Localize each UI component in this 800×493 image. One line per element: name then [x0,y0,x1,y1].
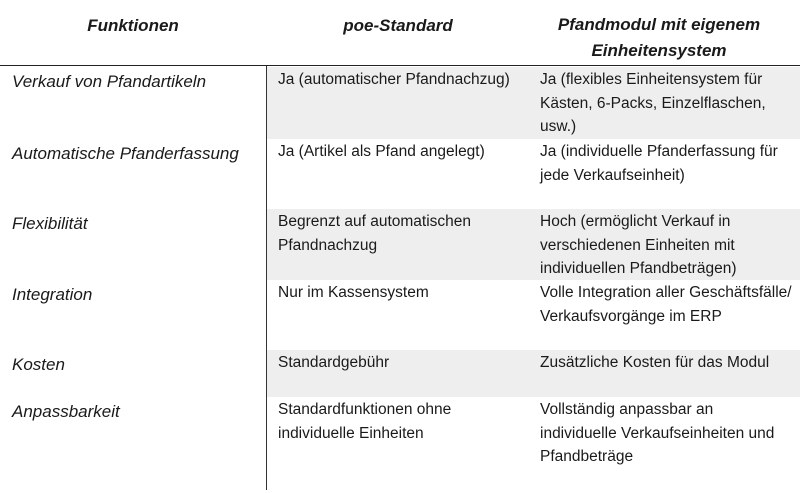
standard-cell: Ja (Artikel als Pfand angelegt) [278,143,485,160]
module-cell: Zusätzliche Kosten für das Modul [540,354,770,371]
feature-cell: Automatische Pfanderfassung [12,144,239,163]
standard-cell: Nur im Kassensystem [278,284,429,301]
module-cell: Hoch (ermöglicht Verkauf in verschiedenen Einheiten mit individuellen Pfandbeträgen) [540,213,737,277]
module-cell: Volle Integration aller Geschäftsfälle/ Verkaufsvorgänge im ERP [540,284,792,325]
standard-cell: Begrenzt auf automatischen Pfandnachzug [278,213,472,254]
feature-cell: Flexibilität [12,214,88,233]
table-row [0,139,800,209]
feature-cell: Integration [12,285,93,304]
module-cell: Ja (flexibles Einheitensystem für Kästen, 6-Packs, Einzelflaschen, usw.) [540,71,766,135]
table-row [0,209,800,280]
module-cell: Vollständig anpassbar an individuelle Verkaufseinheiten und Pfandbeträge [540,401,775,465]
table-header [0,0,800,66]
table-row [0,67,800,139]
standard-cell: Standardgebühr [278,354,390,371]
standard-cell: Ja (automatischer Pfandnachzug) [278,71,510,88]
feature-cell: Kosten [12,355,65,374]
feature-cell: Verkauf von Pfandartikeln [12,72,207,91]
table-row [0,280,800,350]
standard-cell: Standardfunktionen ohne individuelle Einheiten [278,401,452,442]
table-row [0,397,800,491]
header-module: Pfandmodul mit eigenem Einheitensystem [557,15,761,60]
table-row [0,350,800,397]
header-functions: Funktionen [87,16,179,35]
feature-cell: Anpassbarkeit [12,402,120,421]
header-standard: poe-Standard [343,16,453,35]
module-cell: Ja (individuelle Pfanderfassung für jede Verkaufseinheit) [540,143,778,184]
